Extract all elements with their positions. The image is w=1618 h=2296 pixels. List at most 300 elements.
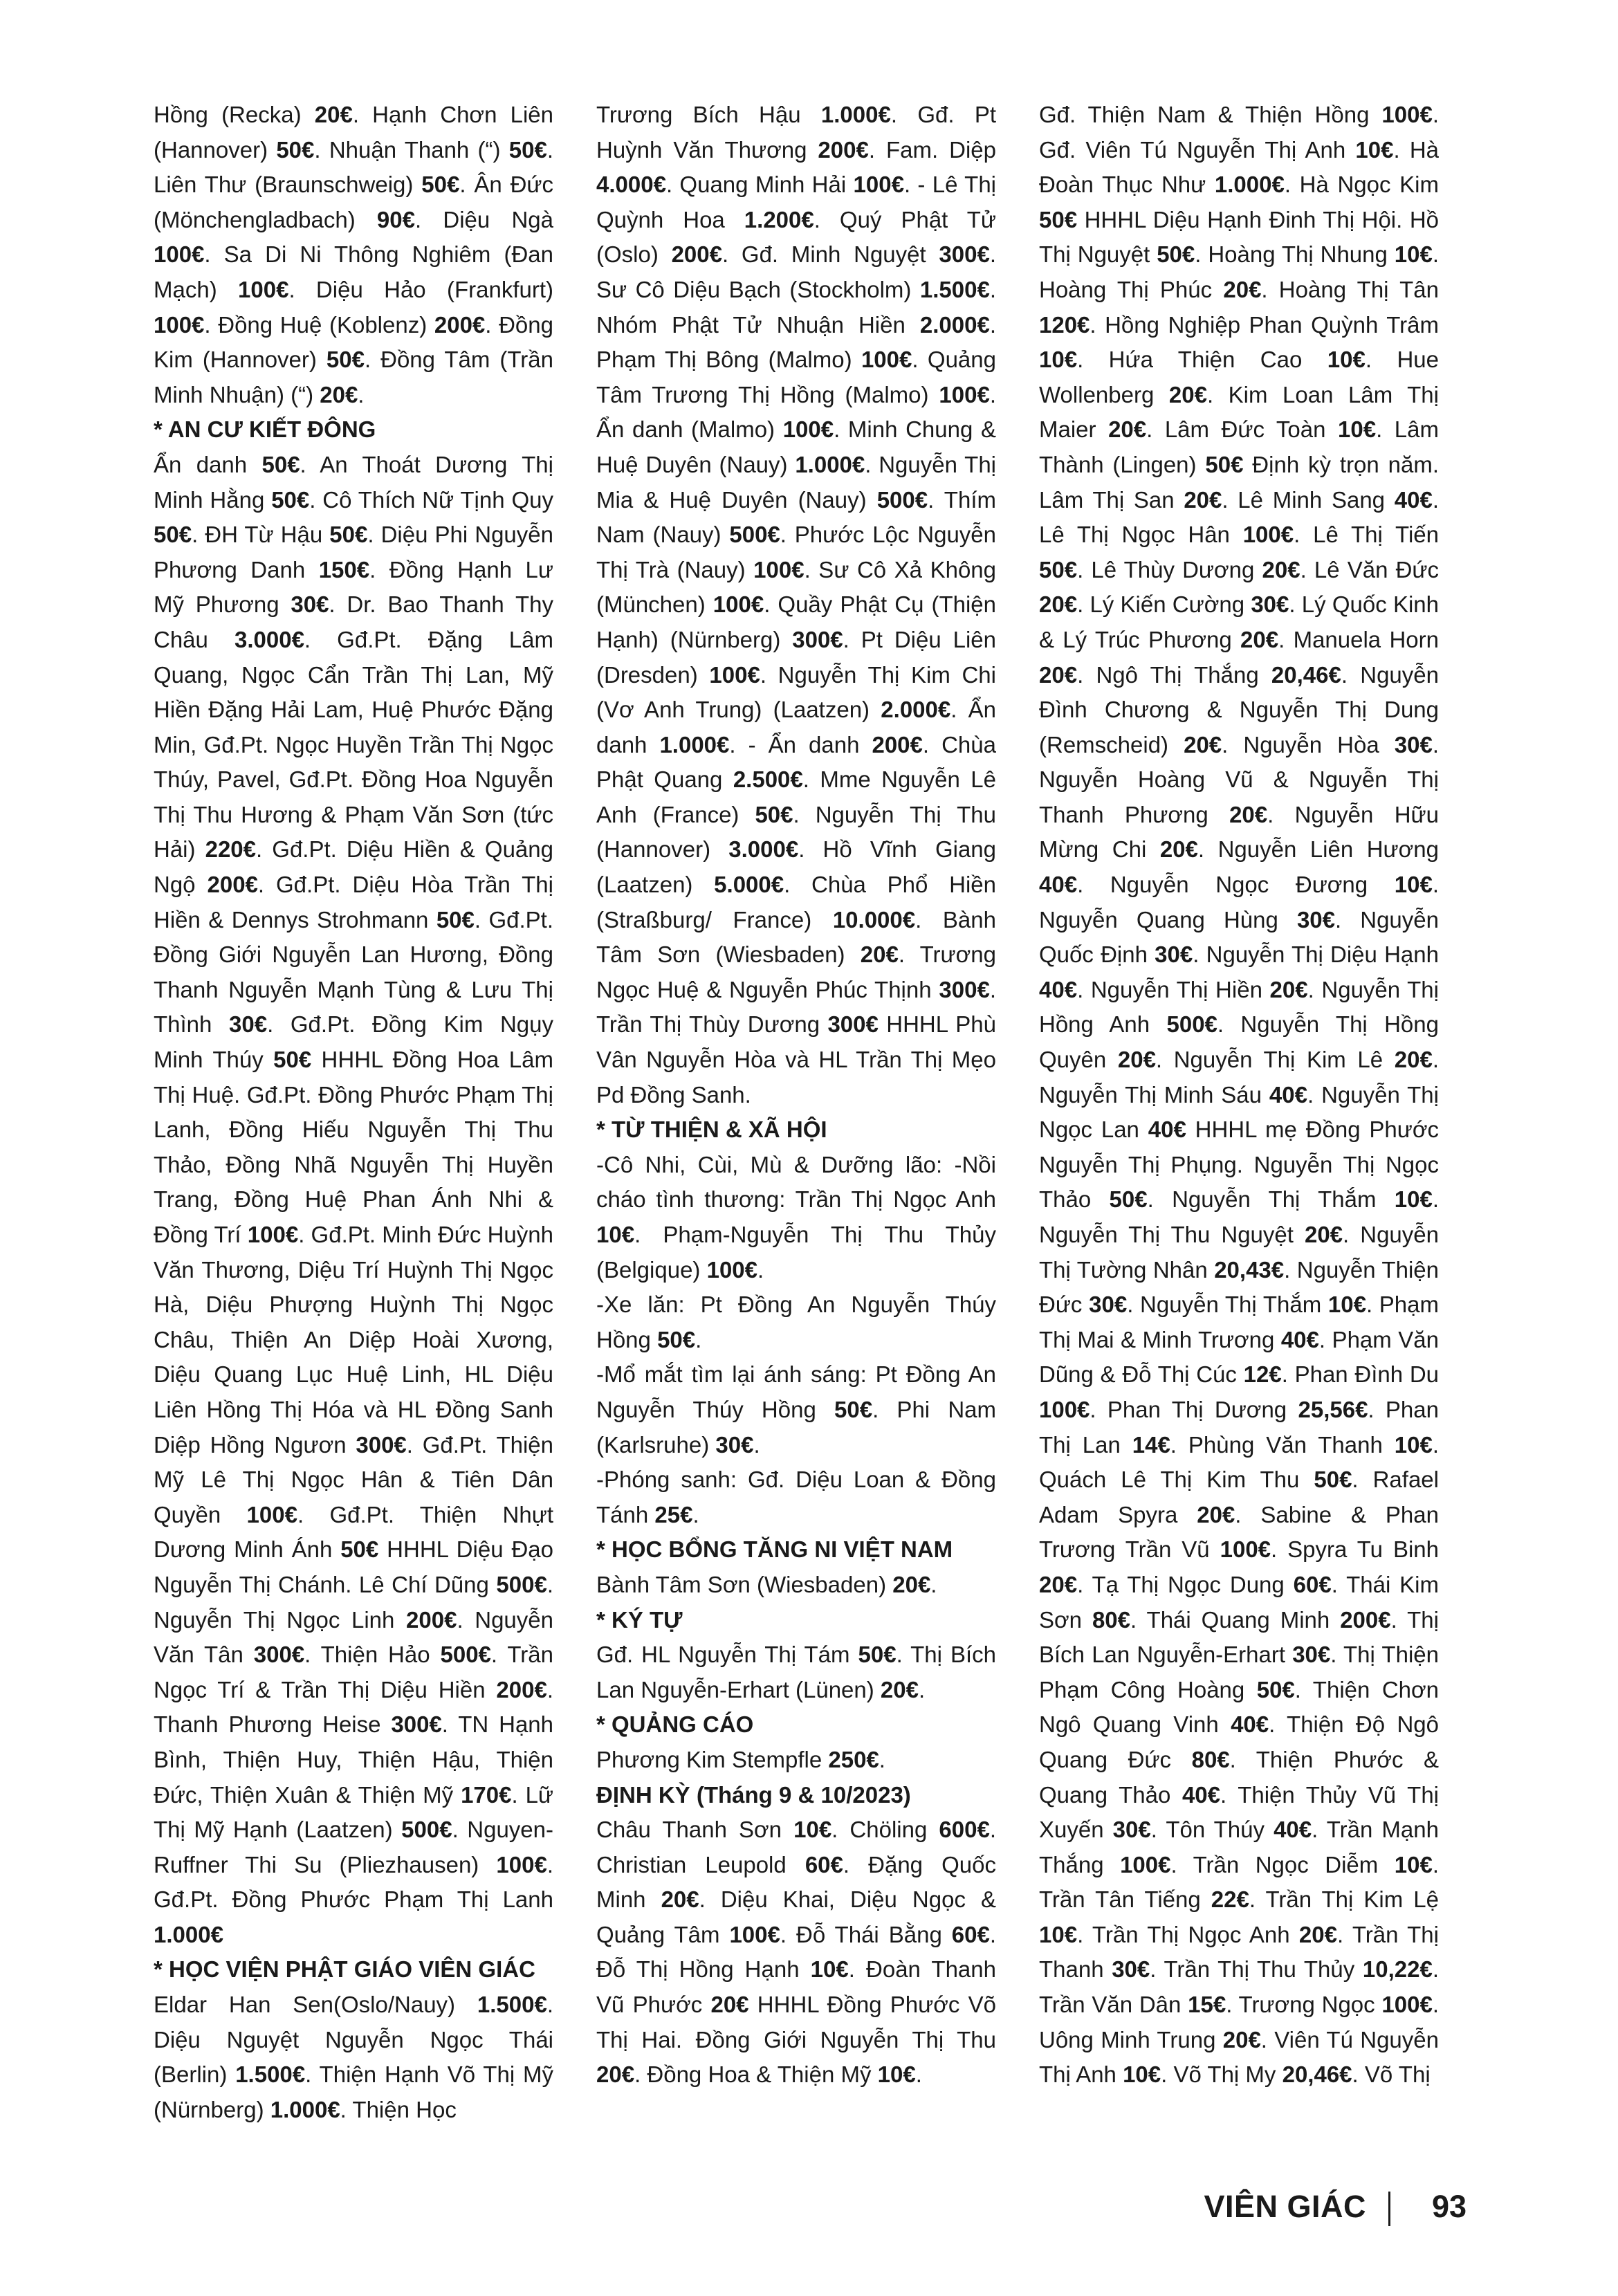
section-heading: * KÝ TỰ — [596, 1606, 683, 1633]
donation-amount: 3.000€ — [234, 626, 304, 652]
donation-amount: 20€ — [892, 1571, 931, 1597]
donation-amount: 10€ — [1039, 347, 1078, 373]
donation-amount: 100€ — [1039, 1396, 1090, 1422]
donation-amount: 100€ — [706, 1256, 758, 1283]
section-heading: * QUẢNG CÁO — [596, 1711, 754, 1738]
donor-text: Gđ. HL Nguyễn Thị Tám — [596, 1642, 858, 1668]
donor-text: . - Ẩn danh — [729, 731, 872, 757]
donor-text: . An Thoát Dương Thị Minh Hằng — [154, 451, 553, 513]
donation-amount: 1.500€ — [477, 1992, 547, 2018]
donor-text: . Gđ.Pt. Đặng Lâm Quang, Ngọc Cẩn Trần Thị Lan, Mỹ Hiền Đặng Hải Lam, Huệ Phước Đặng Min, Gđ.Pt. Ngọc Huyền Trần Thị Ngọc Thúy, Pavel, Gđ.Pt. Đồng Hoa Nguyễn Thị Thu Hương & Phạm Văn Sơn (tức Hải) — [154, 626, 553, 863]
donation-amount: 1.500€ — [919, 276, 990, 302]
donor-text: . Phạm Thị Bông (Malmo) — [596, 311, 996, 373]
donor-text: . Nguyễn Thị Hồng Quyên — [1039, 1011, 1439, 1073]
donation-amount: 100€ — [154, 241, 205, 268]
donor-text: . Phạm Văn Dũng & Đỗ Thị Cúc — [1039, 1326, 1439, 1388]
donation-amount: 10€ — [1338, 416, 1377, 443]
donation-amount: 30€ — [1112, 1956, 1150, 1983]
donor-text: . Lê Thị Tiến — [1294, 522, 1439, 548]
donor-text: . Nguyễn Thị Diệu Hạnh — [1193, 942, 1439, 968]
donation-amount: 200€ — [872, 731, 923, 757]
donation-amount: 100€ — [709, 661, 760, 688]
donation-amount: 300€ — [356, 1431, 407, 1458]
donor-text: . Nguyen-Ruffner Thi Su (Pliezhausen) — [154, 1817, 554, 1877]
donor-text: . Nguyễn Hoàng Vũ & Nguyễn Thị Thanh Phương — [1039, 731, 1439, 827]
donation-amount: 20€ — [1184, 486, 1222, 513]
donation-amount: 50€ — [326, 347, 365, 373]
donor-text: . Trần Mạnh Thắng — [1039, 1817, 1439, 1877]
donation-amount: 50€ — [329, 522, 368, 548]
donor-text: . Lê Thùy Dương — [1077, 556, 1262, 582]
donation-amount: 100€ — [1120, 1851, 1171, 1877]
donor-text: HHHL Diệu Hạnh Đinh Thị Hội. Hồ Thị Nguyệt — [1039, 206, 1439, 268]
donor-text: . Liên Thư (Braunschweig) — [154, 136, 554, 198]
donation-amount: 10€ — [596, 1222, 635, 1247]
donation-amount: 90€ — [376, 206, 415, 232]
donor-text: . Võ Thị — [1352, 2061, 1431, 2088]
donor-text: . Gđ.Pt. Đồng Kim Ngụy Minh Thúy — [154, 1011, 554, 1073]
donor-text: Định kỳ trọn năm. Lâm Thị San — [1039, 451, 1439, 513]
donor-text: . Quý Phật Tử (Oslo) — [596, 206, 996, 268]
donor-text: . Hồng Nghiệp Phan Quỳnh Trâm — [1090, 311, 1439, 338]
donation-amount: 170€ — [461, 1781, 512, 1808]
donation-paragraph — [596, 1568, 996, 1603]
donation-amount: 120€ — [1039, 311, 1090, 338]
donation-amount: 100€ — [1381, 102, 1433, 127]
donation-amount: 22€ — [1211, 1886, 1249, 1913]
donation-amount: 200€ — [406, 1606, 457, 1633]
donation-amount: 50€ — [340, 1536, 379, 1563]
donation-amount: 30€ — [1394, 731, 1433, 757]
donation-amount: 20€ — [320, 381, 358, 407]
donor-text: . Nguyễn Thị Hiền — [1077, 976, 1270, 1002]
donor-text: . Gđ.Pt. Diệu Hiền & Quảng Ngộ — [154, 836, 553, 898]
donation-amount: 100€ — [247, 1222, 299, 1247]
donor-text: . Chùa Phổ Hiền (Straßburg/ France) — [596, 872, 996, 933]
donor-text: . Hà Ngọc Kim — [1284, 172, 1439, 198]
donation-amount: 20€ — [314, 102, 353, 127]
donor-text: . Nguyễn Hòa — [1222, 731, 1395, 757]
donation-amount: 40€ — [1274, 1817, 1312, 1843]
donor-text: . Hue Wollenberg — [1039, 347, 1440, 407]
donation-amount: 50€ — [421, 172, 460, 198]
donation-amount: 30€ — [715, 1431, 754, 1458]
donation-amount: 20€ — [860, 942, 899, 968]
donor-text: . Nguyễn Thị Ngọc Lan — [1039, 1081, 1439, 1143]
donation-amount: 2.500€ — [733, 766, 803, 793]
donor-text: . Trần Tân Tiếng — [1039, 1851, 1439, 1913]
donation-amount: 50€ — [1205, 451, 1244, 477]
donor-text: . Đoàn Thanh Vũ Phước — [596, 1956, 996, 2018]
donor-text: . — [695, 1326, 702, 1352]
donation-amount: 100€ — [853, 172, 904, 198]
donation-paragraph — [596, 1148, 996, 1287]
donor-text: . Diệu Nguyệt Nguyễn Ngọc Thái (Berlin) — [154, 1992, 553, 2088]
donation-amount: 10€ — [1394, 241, 1433, 268]
donor-text: . Võ Thị My — [1161, 2061, 1283, 2088]
donor-text: . Lê Thị Ngọc Hân — [1039, 486, 1439, 548]
donation-amount: 50€ — [273, 1047, 312, 1073]
donation-amount: 40€ — [1394, 486, 1433, 513]
donor-text: -Xe lăn: Pt Đồng An Nguyễn Thúy Hồng — [596, 1292, 996, 1352]
donation-amount: 20€ — [1039, 1571, 1078, 1597]
donor-text: Gđ. Thiện Nam & Thiện Hồng — [1039, 102, 1382, 127]
donation-amount: 1.000€ — [1214, 172, 1285, 198]
donation-amount: 40€ — [1231, 1711, 1269, 1738]
donor-text: . Thiện Phước & Quang Thảo — [1039, 1746, 1440, 1808]
donation-amount: 20€ — [1117, 1047, 1156, 1073]
donor-text: . Hồ Vĩnh Giang (Laatzen) — [596, 836, 997, 898]
donation-amount: 10€ — [793, 1817, 832, 1843]
donation-paragraph — [596, 1637, 996, 1707]
donor-text: . Hứa Thiện Cao — [1077, 347, 1327, 373]
donation-amount: 250€ — [828, 1746, 879, 1772]
donor-text: . Trần Thị Thanh — [1039, 1921, 1439, 1983]
page-footer — [1176, 2185, 1467, 2233]
donation-amount: 500€ — [876, 486, 928, 513]
donor-text: Phương Kim Stempfle — [596, 1746, 829, 1772]
donation-amount: 50€ — [1109, 1186, 1148, 1213]
donor-text: . Viên Tú Nguyễn Thị Anh — [1039, 2026, 1439, 2088]
donation-amount: 100€ — [729, 1921, 780, 1947]
donation-amount: 30€ — [1155, 942, 1193, 968]
donor-text: . TN Hạnh Bình, Thiện Huy, Thiện Hậu, Thiện Đức, Thiện Xuân & Thiện Mỹ — [154, 1711, 553, 1808]
donor-text: . Nguyễn Thiện Đức — [1039, 1256, 1439, 1318]
donor-text: . Đặng Quốc Minh — [596, 1851, 996, 1913]
donation-amount: 20€ — [596, 2061, 635, 2088]
donation-amount: 15€ — [1188, 1992, 1226, 2018]
donor-text: . Chöling — [831, 1817, 939, 1843]
donor-text: . Nguyễn Đình Chương & Nguyễn Thị Dung (Remscheid) — [1039, 661, 1439, 757]
donor-text: HHHL mẹ Đồng Phước Nguyễn Thị Phụng. Nguyễn Thị Ngọc Thảo — [1039, 1117, 1440, 1213]
donor-text: . Quang Minh Hải — [665, 172, 854, 198]
donor-text: . Nguyễn Thị Thu (Hannover) — [596, 801, 996, 863]
donor-text: . Thiện Thủy Vũ Thị Xuyến — [1039, 1781, 1439, 1843]
donation-amount: 20€ — [710, 1992, 749, 2018]
donation-amount: 50€ — [858, 1642, 897, 1668]
donation-amount: 50€ — [834, 1396, 873, 1422]
donation-amount: 100€ — [1242, 522, 1294, 548]
donor-text: . — [879, 1746, 885, 1772]
donation-amount: 80€ — [1092, 1606, 1131, 1633]
donation-amount: 20€ — [1168, 381, 1207, 407]
donor-text: . Hoàng Thị Phúc — [1039, 241, 1439, 302]
donor-text: . Lâm Đức Toàn — [1146, 416, 1339, 443]
donor-text: Ẩn danh — [154, 451, 262, 477]
donor-text: . Phan Thị Lan — [1039, 1396, 1439, 1458]
donation-amount: 200€ — [1340, 1606, 1391, 1633]
donation-amount: 20,46€ — [1282, 2061, 1352, 2088]
donor-text: . Lê Minh Sang — [1222, 486, 1395, 513]
donation-amount: 30€ — [229, 1011, 268, 1038]
donation-amount: 300€ — [391, 1711, 442, 1738]
donor-text: . Sabine & Phan Trương Trần Vũ — [1039, 1501, 1439, 1563]
donor-text: . Nguyễn Thị Minh Sáu — [1039, 1047, 1439, 1108]
donation-amount: 1.000€ — [820, 102, 891, 127]
donor-text: . Kim Loan Lâm Thị Maier — [1039, 381, 1439, 443]
footer-divider — [1388, 2192, 1390, 2226]
donor-text: Eldar Han Sen(Oslo/Nauy) — [154, 1992, 477, 2018]
donation-amount: 20€ — [1184, 731, 1222, 757]
donation-amount: 300€ — [827, 1011, 879, 1038]
donation-amount: 100€ — [939, 381, 990, 407]
donor-text: . Trần Thị Kim Lệ — [1249, 1886, 1439, 1913]
donor-text: . Hạnh Chơn Liên (Hannover) — [154, 102, 553, 163]
donor-text: HHHL Đồng Phước Võ Thị Hai. Đồng Giới Nguyễn Thị Thu — [596, 1992, 997, 2052]
donor-text: . Đồng Hoa & Thiện Mỹ — [634, 2061, 878, 2088]
donor-text: . Diệu Phi Nguyễn Phương Danh — [154, 522, 553, 582]
donation-amount: 50€ — [271, 486, 310, 513]
section-heading: * HỌC VIỆN PHẬT GIÁO VIÊN GIÁC — [154, 1956, 535, 1983]
donor-text: . Phùng Văn Thanh — [1170, 1431, 1395, 1458]
donation-amount: 30€ — [291, 591, 329, 618]
section-heading: ĐỊNH KỲ (Tháng 9 & 10/2023) — [596, 1781, 911, 1808]
donation-amount: 10,22€ — [1362, 1956, 1433, 1983]
donor-text: . Uông Minh Trung — [1039, 1992, 1439, 2052]
donor-text: HHHL Phù Vân Nguyễn Hòa và HL Trần Thị Mẹo Pd Đồng Sanh. — [596, 1011, 996, 1108]
donation-amount: 20,43€ — [1214, 1256, 1285, 1283]
donation-amount: 50€ — [1039, 556, 1078, 582]
donor-text: . Ẩn danh (Malmo) — [596, 381, 996, 443]
donation-amount: 100€ — [782, 416, 834, 443]
donation-amount: 2.000€ — [919, 311, 990, 338]
donor-text: . Nguyễn Thị Kim Lê — [1155, 1047, 1395, 1073]
donor-text: . Phước Lộc Nguyễn Thị Trà (Nauy) — [596, 522, 996, 582]
donor-text: . Diệu Khai, Diệu Ngọc & Quảng Tâm — [596, 1886, 997, 1947]
donation-amount: 20€ — [1229, 801, 1268, 827]
donation-amount: 20€ — [1159, 836, 1198, 863]
donation-amount: 3.000€ — [728, 836, 799, 863]
donation-amount: 1.000€ — [270, 2096, 340, 2122]
donor-text: . Gđ.Pt. Thiện Mỹ Lê Thị Ngọc Hân & Tiên Dân Quyền — [154, 1431, 553, 1527]
donor-text: . Gđ. Minh Nguyệt — [722, 241, 939, 268]
donation-paragraph — [596, 1743, 996, 1778]
donor-text: . Hoàng Thị Tân — [1261, 276, 1439, 302]
donor-text: . Lý Quốc Kinh & Lý Trúc Phương — [1039, 591, 1439, 652]
donation-amount: 10€ — [1123, 2061, 1161, 2088]
donation-amount: 25,56€ — [1298, 1396, 1368, 1422]
donor-text: . Pt Diệu Liên (Dresden) — [596, 626, 996, 688]
donor-text: . - Lê Thị Quỳnh Hoa — [596, 172, 997, 232]
donor-text: . Nguyễn Thị Hồng Anh — [1039, 976, 1439, 1038]
donation-amount: 40€ — [1269, 1081, 1307, 1108]
donor-text: Châu Thanh Sơn — [596, 1817, 794, 1843]
donation-amount: 500€ — [496, 1571, 547, 1597]
donation-amount: 20€ — [1304, 1222, 1343, 1247]
donor-text: . Ân Đức (Mönchengladbach) — [154, 172, 553, 232]
donation-amount: 100€ — [496, 1851, 547, 1877]
donor-text: . Lâm Thành (Lingen) — [1039, 416, 1439, 477]
donor-text: . Thị Bích Lan Nguyễn-Erhart — [1039, 1606, 1439, 1668]
donor-text: . Trần Ngọc Diễm — [1170, 1851, 1395, 1877]
donor-text: . Thái Kim Sơn — [1039, 1571, 1440, 1633]
donation-amount: 100€ — [246, 1501, 297, 1527]
donor-text: . Thiện Hảo — [304, 1642, 441, 1668]
donation-amount: 10€ — [1394, 872, 1433, 898]
donor-text: . Nguyễn Quốc Định — [1039, 906, 1439, 968]
donation-amount: 30€ — [1089, 1292, 1128, 1318]
donor-text: Bành Tâm Sơn (Wiesbaden) — [596, 1571, 893, 1597]
donor-text: . Sư Cô Xả Không (München) — [596, 556, 997, 618]
donation-paragraph — [154, 1987, 553, 2127]
donor-text: . Cô Thích Nữ Tịnh Quy — [309, 486, 553, 513]
donation-amount: 20€ — [1223, 276, 1262, 302]
page-number: 93 — [1431, 2189, 1467, 2224]
donation-amount: 50€ — [508, 136, 547, 163]
donor-text: . Christian Leupold — [596, 1817, 996, 1877]
donor-text: . Nguyễn Quang Hùng — [1039, 872, 1439, 933]
donation-amount: 200€ — [818, 136, 869, 163]
donor-text: . Ẩn danh — [596, 697, 997, 757]
donation-amount: 10€ — [1394, 1851, 1433, 1877]
donor-text: . — [918, 1676, 926, 1702]
donation-amount: 10€ — [1394, 1186, 1433, 1213]
donation-amount: 10€ — [1355, 136, 1394, 163]
donation-paragraph — [1039, 98, 1439, 2093]
donor-text: Trương Bích Hậu — [596, 102, 821, 127]
donation-paragraph — [596, 1357, 996, 1462]
donation-amount: 1.500€ — [235, 2061, 306, 2088]
donation-amount: 40€ — [1039, 976, 1078, 1002]
donation-amount: 50€ — [154, 522, 192, 548]
donor-text: . Gđ.Pt. Thiện Nhựt Dương Minh Ánh — [154, 1501, 553, 1563]
donation-amount: 220€ — [205, 836, 257, 863]
donor-text: HHHL Diệu Đạo Nguyễn Thị Chánh. Lê Chí Dũng — [154, 1536, 553, 1597]
donation-amount: 500€ — [1166, 1011, 1217, 1038]
donor-text: . Sư Cô Diệu Bạch (Stockholm) — [596, 241, 996, 302]
donation-amount: 20€ — [1240, 626, 1279, 652]
donation-amount: 20€ — [1039, 591, 1078, 618]
donation-amount: 60€ — [1293, 1571, 1332, 1597]
donor-text: . Tạ Thị Ngọc Dung — [1077, 1571, 1294, 1597]
donor-text: . Trần Thị Thu Thủy — [1150, 1956, 1363, 1983]
donation-amount: 200€ — [671, 241, 722, 268]
donation-amount: 100€ — [753, 556, 805, 582]
donation-amount: 20€ — [1262, 556, 1300, 582]
donation-amount: 50€ — [1157, 241, 1195, 268]
donor-text: . Thanh Phương Heise — [154, 1676, 553, 1738]
donation-paragraph — [596, 98, 996, 1112]
donor-text: . Lê Văn Đức — [1300, 556, 1439, 582]
donor-text: . Nhuận Thanh (“) — [314, 136, 509, 163]
donation-amount: 50€ — [1039, 206, 1078, 232]
donor-text: . Gđ. Pt Huỳnh Văn Thương — [596, 102, 997, 163]
donor-text: . Nguyễn Thị Ngọc Linh — [154, 1571, 553, 1633]
donation-amount: 50€ — [1256, 1676, 1295, 1702]
donor-text: . Tôn Thúy — [1150, 1817, 1274, 1843]
donor-text: . Quầy Phật Cụ (Thiện Hạnh) (Nürnberg) — [596, 591, 997, 652]
donor-text: . Trần Văn Dân — [1039, 1956, 1439, 2018]
donor-text: . Phan Thị Dương — [1090, 1396, 1298, 1422]
donation-amount: 50€ — [261, 451, 300, 477]
donor-text: . Manuela Horn — [1278, 626, 1439, 652]
donor-text: . Ngô Thị Thắng — [1077, 661, 1271, 688]
donor-text: . Gđ.Pt. Diệu Hòa Trần Thị Hiền & Dennys Strohmann — [154, 872, 553, 933]
donor-text: . Gđ.Pt. Minh Đức Huỳnh Văn Thương, Diệu Trí Huỳnh Thị Ngọc Hà, Diệu Phượng Huỳnh Thị Ngọc Châu, Thiện An Diệp Hoài Xương, Diệu Quang Lục Huệ Linh, HL Diệu Liên Hồng Thị Hóa và HL Đồng Sanh Diệp Hồng Ngươn — [154, 1222, 553, 1458]
donation-paragraph — [154, 98, 553, 412]
section-heading: * HỌC BỔNG TĂNG NI VIỆT NAM — [596, 1536, 953, 1563]
donation-amount: 2.000€ — [881, 697, 951, 723]
donation-amount: 10€ — [810, 1956, 849, 1983]
donation-amount: 25€ — [654, 1501, 693, 1527]
donation-amount: 20€ — [1298, 1921, 1337, 1947]
donation-amount: 60€ — [805, 1851, 843, 1877]
donation-amount: 20€ — [1222, 2026, 1261, 2052]
donor-text: . Quảng Tâm Trương Thị Hồng (Malmo) — [596, 347, 996, 407]
donation-amount: 5.000€ — [714, 872, 784, 898]
donation-amount: 50€ — [436, 906, 475, 933]
donor-text: . — [358, 381, 365, 407]
donor-text: -Phóng sanh: Gđ. Diệu Loan & Đồng Tánh — [596, 1467, 996, 1527]
donation-amount: 40€ — [1039, 872, 1078, 898]
donation-amount: 30€ — [1296, 906, 1335, 933]
donation-amount: 30€ — [1251, 591, 1289, 618]
text-column-left — [154, 98, 553, 2127]
donor-text: . Hoàng Thị Nhung — [1195, 241, 1395, 268]
donor-text: . Hà Đoàn Thục Như — [1039, 136, 1439, 198]
donor-text: . Nguyễn Thị Mia & Huệ Duyên (Nauy) — [596, 451, 997, 513]
donor-text: . Lý Kiến Cường — [1077, 591, 1251, 618]
donation-amount: 1.000€ — [154, 1921, 223, 1947]
donor-text: . Đồng Tâm (Trần Minh Nhuận) (“) — [154, 347, 554, 407]
donor-text: . — [757, 1256, 764, 1283]
donation-amount: 40€ — [1182, 1781, 1221, 1808]
donation-amount: 30€ — [1112, 1817, 1151, 1843]
donation-amount: 10€ — [1327, 347, 1366, 373]
donation-amount: 30€ — [1292, 1642, 1331, 1668]
donor-text: . Trương Ngọc Huệ & Nguyễn Phúc Thịnh — [596, 942, 996, 1002]
donation-amount: 20€ — [1269, 976, 1308, 1002]
donation-amount: 100€ — [1220, 1536, 1271, 1563]
donation-amount: 50€ — [1314, 1467, 1352, 1493]
donor-text: . Lữ Thị Mỹ Hạnh (Laatzen) — [154, 1781, 554, 1843]
donor-text: . Đồng Huệ (Koblenz) — [204, 311, 434, 338]
text-column-right — [1039, 98, 1439, 2093]
donation-amount: 80€ — [1191, 1746, 1230, 1772]
donor-text: . Trương Ngọc — [1226, 1992, 1382, 2018]
donation-paragraph — [596, 1287, 996, 1357]
donor-text: . Gđ.Pt. Đồng Phước Phạm Thị Lanh — [154, 1851, 553, 1913]
donation-paragraph — [596, 1812, 996, 2093]
donor-text: . ĐH Từ Hậu — [192, 522, 330, 548]
donation-amount: 10€ — [1039, 1921, 1078, 1947]
donor-text: . Fam. Diệp — [868, 136, 996, 163]
donor-text: . Trần Ngọc Trí & Trần Thị Diệu Hiền — [154, 1642, 553, 1702]
donation-amount: 20,46€ — [1271, 661, 1341, 688]
donation-amount: 20€ — [880, 1676, 919, 1702]
donation-amount: 20€ — [1197, 1501, 1235, 1527]
donor-text: . Nguyễn Văn Tân — [154, 1606, 553, 1668]
donor-text: . Rafael Adam Spyra — [1039, 1467, 1439, 1527]
donor-text: . Nguyễn Ngọc Đương — [1077, 872, 1395, 898]
donation-amount: 50€ — [657, 1326, 696, 1352]
donation-amount: 10€ — [1327, 1292, 1366, 1318]
donor-text: . — [930, 1571, 937, 1597]
donor-text: . Spyra Tu Binh — [1271, 1536, 1439, 1563]
donation-amount: 100€ — [713, 591, 764, 618]
donor-text: . Chùa Phật Quang — [596, 731, 996, 793]
donor-text: . — [753, 1431, 760, 1458]
donor-text: . Quách Lê Thị Kim Thu — [1039, 1431, 1439, 1493]
donor-text: . Trần Thị Ngọc Anh — [1077, 1921, 1299, 1947]
donation-amount: 12€ — [1243, 1361, 1282, 1388]
donor-text: . Diệu Ngà — [414, 206, 553, 232]
magazine-title: VIÊN GIÁC — [1204, 2189, 1366, 2224]
donor-text: . — [692, 1501, 699, 1527]
donor-text: . Phạm Thị Mai & Minh Trương — [1039, 1292, 1440, 1352]
donation-amount: 500€ — [401, 1817, 452, 1843]
donation-amount: 500€ — [440, 1642, 491, 1668]
